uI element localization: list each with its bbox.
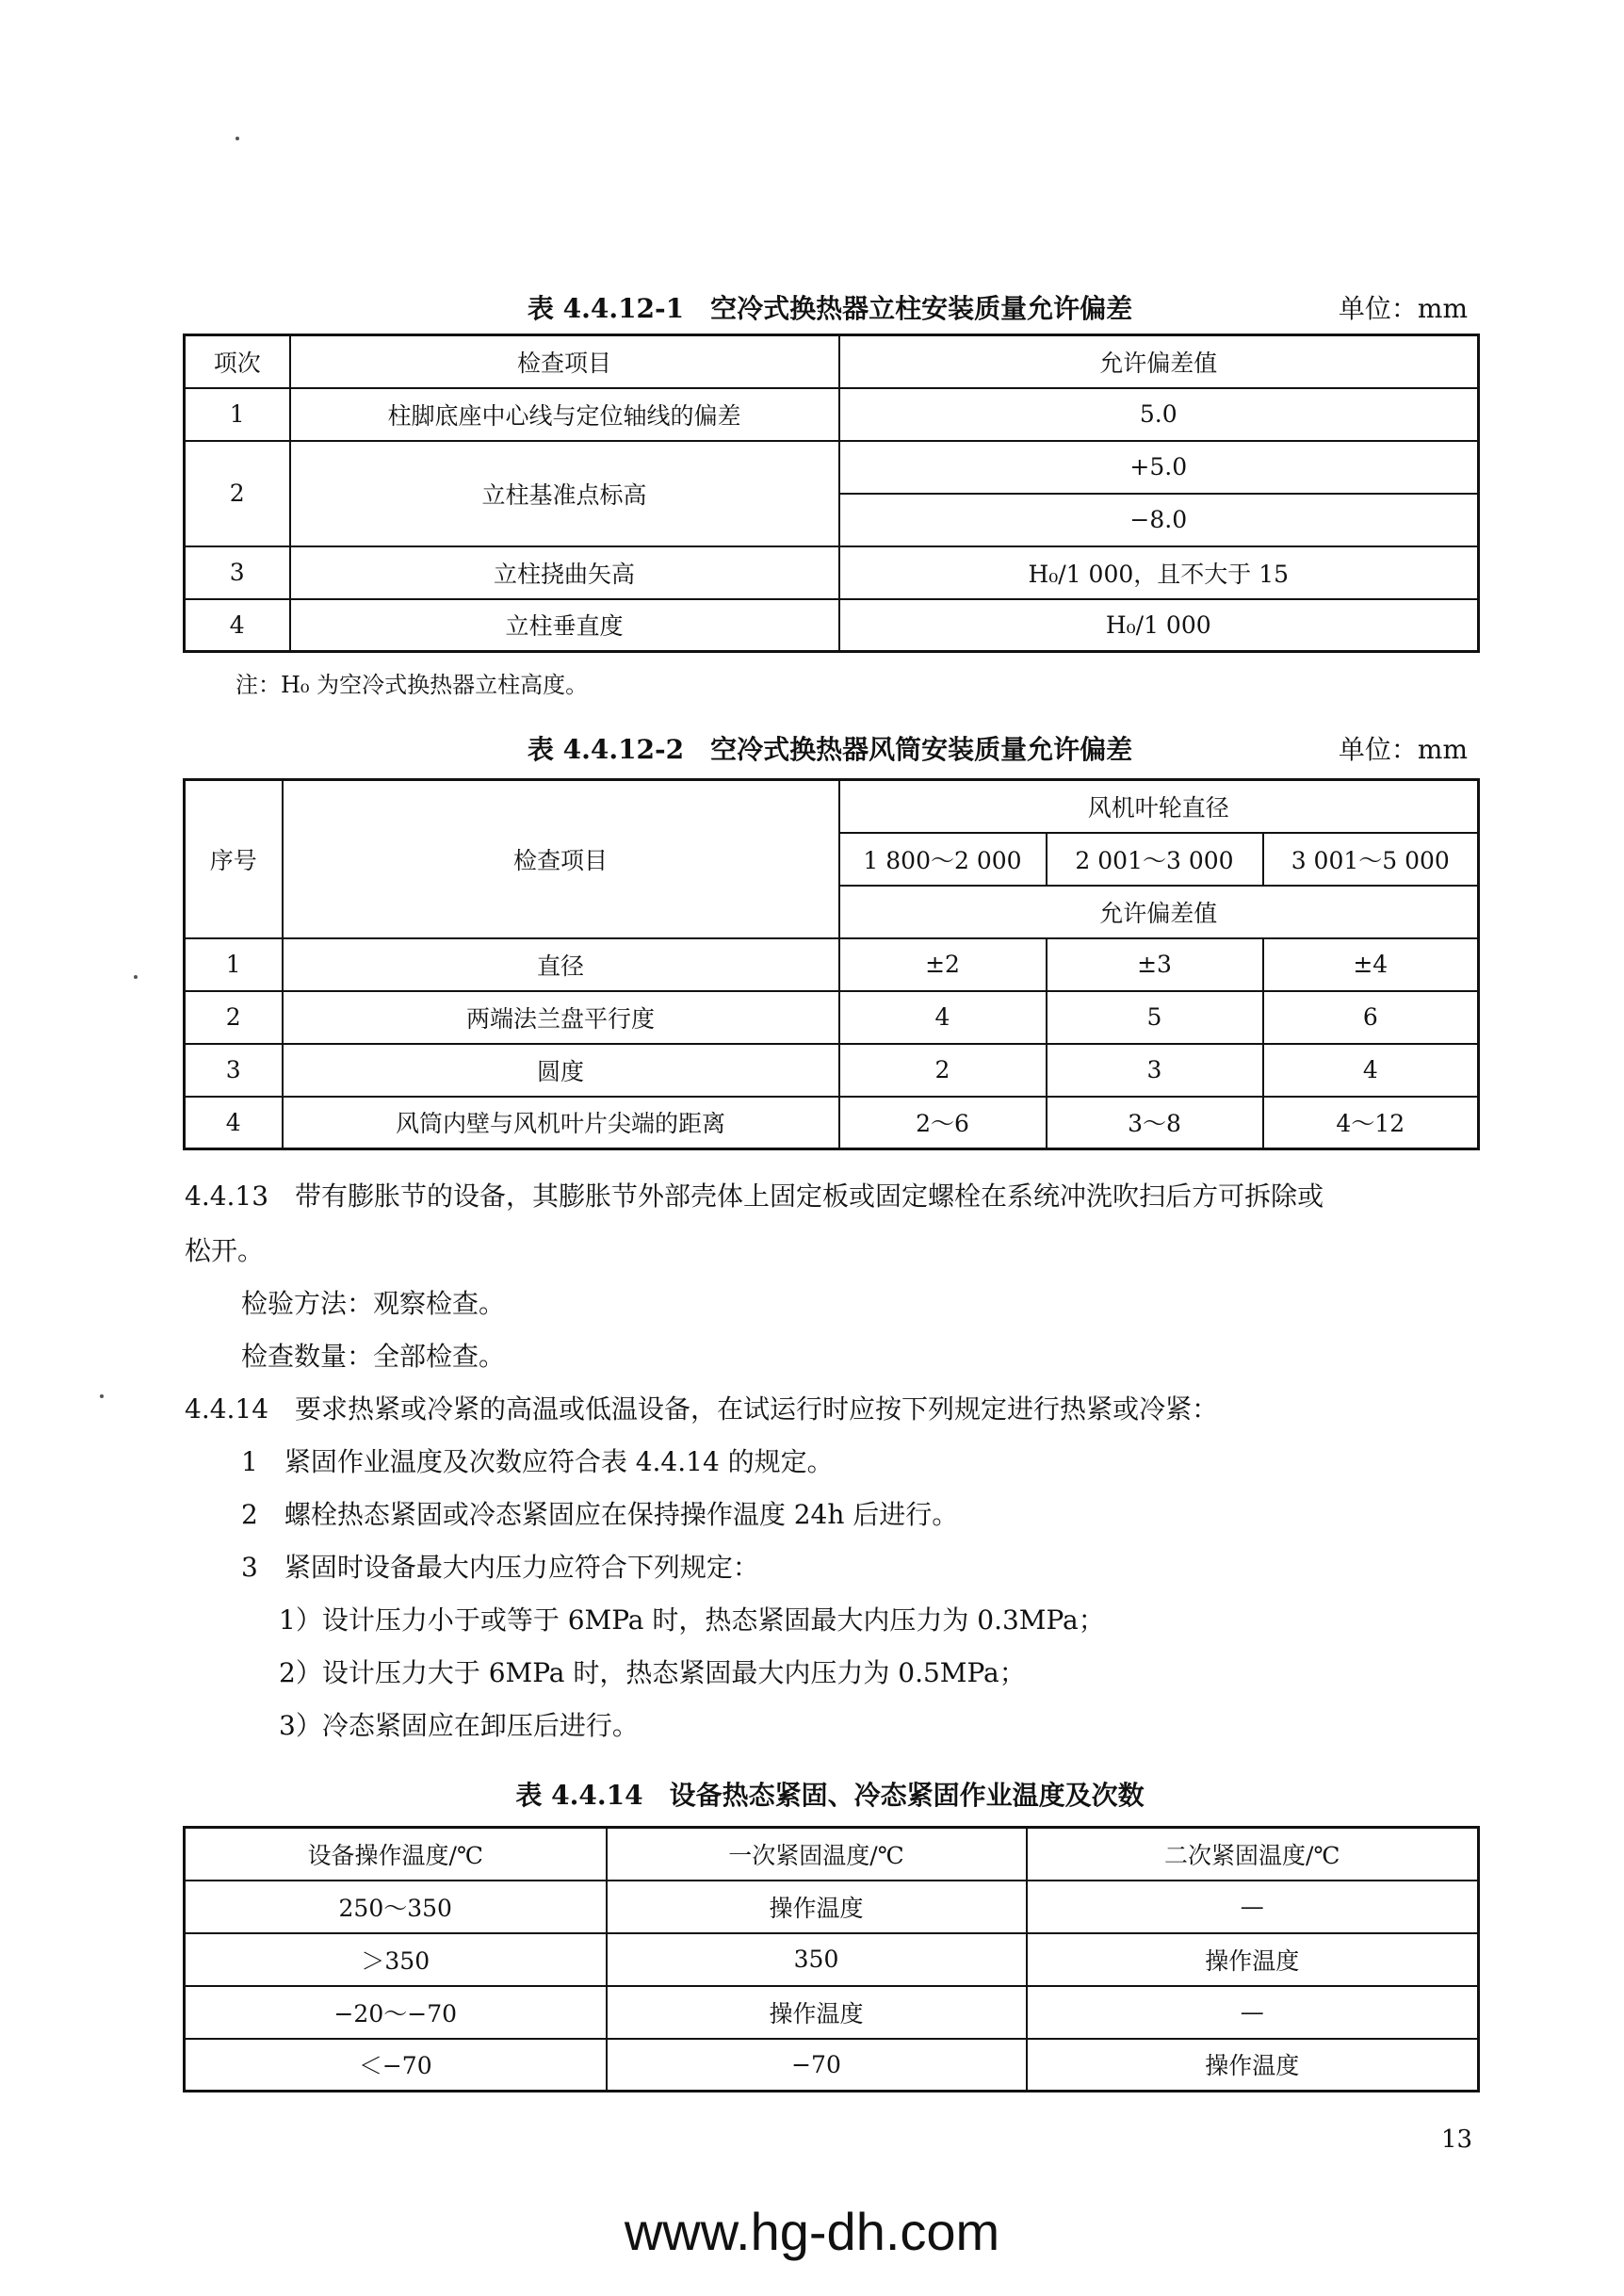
table2-header-no: 序号 — [185, 780, 283, 938]
clause-4-4-14-sub-3: 3）冷态紧固应在卸压后进行。 — [279, 1710, 639, 1741]
table-cell: H₀/1 000 — [839, 599, 1479, 652]
table3-header-op-temp: 设备操作温度/℃ — [185, 1828, 607, 1881]
table1-header-no: 项次 — [185, 335, 290, 388]
table-cell: 3～8 — [1047, 1097, 1263, 1149]
clause-4-4-14-item-3: 3 紧固时设备最大内压力应符合下列规定： — [241, 1552, 759, 1583]
scan-speck — [100, 1394, 104, 1398]
table2-unit: 单位：mm — [1338, 734, 1468, 765]
table-cell: ±4 — [1263, 938, 1479, 991]
table1 — [183, 334, 1480, 653]
table-cell: 3 — [185, 546, 290, 599]
table-cell: 2 — [185, 991, 283, 1044]
table-cell: ±3 — [1047, 938, 1263, 991]
clause-4-4-14-item-2: 2 螺栓热态紧固或冷态紧固应在保持操作温度 24h 后进行。 — [241, 1499, 959, 1530]
table-cell: — — [1027, 1986, 1479, 2039]
table2-diameter-3: 3 001～5 000 — [1263, 833, 1479, 886]
table3 — [183, 1826, 1480, 2092]
table-cell: 1 — [185, 938, 283, 991]
table-cell: 4 — [839, 991, 1047, 1044]
table-cell: 4 — [185, 1097, 283, 1149]
table-cell: 2 — [839, 1044, 1047, 1097]
scan-speck — [134, 975, 138, 979]
table2-diameter-2: 2 001～3 000 — [1047, 833, 1263, 886]
table-cell: −20～−70 — [185, 1986, 607, 2039]
scan-speck — [235, 137, 239, 140]
table-cell: ＜−70 — [185, 2039, 607, 2092]
table-cell: 直径 — [283, 938, 839, 991]
table-cell: 立柱垂直度 — [290, 599, 839, 652]
table-cell: 250～350 — [185, 1881, 607, 1933]
table2-header-item: 检查项目 — [283, 780, 839, 938]
table1-unit: 单位：mm — [1338, 293, 1468, 324]
clause-4-4-14: 4.4.14 要求热紧或冷紧的高温或低温设备，在试运行时应按下列规定进行热紧或冷紧： — [185, 1393, 1219, 1425]
inspection-method: 检验方法：观察检查。 — [241, 1288, 506, 1319]
table-cell: −70 — [607, 2039, 1027, 2092]
table-cell: 350 — [607, 1933, 1027, 1986]
table3-header-second: 二次紧固温度/℃ — [1027, 1828, 1479, 1881]
table-cell: +5.0 — [839, 441, 1479, 494]
table-cell: ＞350 — [185, 1933, 607, 1986]
table-cell: −8.0 — [839, 494, 1479, 546]
table3-title: 表 4.4.14 设备热态紧固、冷态紧固作业温度及次数 — [515, 1780, 1145, 1811]
table-cell: H₀/1 000，且不大于 15 — [839, 546, 1479, 599]
table-cell: ±2 — [839, 938, 1047, 991]
clause-4-4-13-line2: 松开。 — [185, 1235, 265, 1266]
page-number: 13 — [1441, 2125, 1473, 2154]
table-cell: 圆度 — [283, 1044, 839, 1097]
inspection-quantity: 检查数量：全部检查。 — [241, 1341, 506, 1372]
table2-header-deviation: 允许偏差值 — [839, 886, 1479, 938]
table-cell: 3 — [185, 1044, 283, 1097]
footer-url[interactable]: www.hg-dh.com — [624, 2202, 1000, 2261]
table-cell: 操作温度 — [607, 1986, 1027, 2039]
table2-title: 表 4.4.12-2 空冷式换热器风筒安装质量允许偏差 — [527, 734, 1133, 765]
table3-caption — [185, 1771, 1475, 1813]
table-cell: 6 — [1263, 991, 1479, 1044]
table-cell: 4 — [185, 599, 290, 652]
table2-header-group: 风机叶轮直径 — [839, 780, 1479, 833]
table-cell: 柱脚底座中心线与定位轴线的偏差 — [290, 388, 839, 441]
table-cell: 立柱基准点标高 — [290, 441, 839, 546]
table-cell: 操作温度 — [607, 1881, 1027, 1933]
table-cell: 4 — [1263, 1044, 1479, 1097]
table-cell: 3 — [1047, 1044, 1263, 1097]
table-cell: 立柱挠曲矢高 — [290, 546, 839, 599]
table-cell: 两端法兰盘平行度 — [283, 991, 839, 1044]
clause-4-4-14-sub-1: 1）设计压力小于或等于 6MPa 时，热态紧固最大内压力为 0.3MPa； — [279, 1604, 1105, 1636]
table1-header-value: 允许偏差值 — [839, 335, 1479, 388]
table-cell: 操作温度 — [1027, 1933, 1479, 1986]
table-cell: 4～12 — [1263, 1097, 1479, 1149]
clause-4-4-14-sub-2: 2）设计压力大于 6MPa 时，热态紧固最大内压力为 0.5MPa； — [279, 1657, 1026, 1688]
table2-diameter-1: 1 800～2 000 — [839, 833, 1047, 886]
table-cell: — — [1027, 1881, 1479, 1933]
table1-title: 表 4.4.12-1 空冷式换热器立柱安装质量允许偏差 — [527, 293, 1133, 324]
table-cell: 5.0 — [839, 388, 1479, 441]
table-cell: 5 — [1047, 991, 1263, 1044]
table-cell: 操作温度 — [1027, 2039, 1479, 2092]
clause-4-4-14-item-1: 1 紧固作业温度及次数应符合表 4.4.14 的规定。 — [241, 1446, 834, 1477]
table-cell: 2～6 — [839, 1097, 1047, 1149]
table1-header-item: 检查项目 — [290, 335, 839, 388]
table1-caption — [185, 285, 1475, 326]
table-cell: 2 — [185, 441, 290, 546]
table-cell: 1 — [185, 388, 290, 441]
table1-note: 注：H₀ 为空冷式换热器立柱高度。 — [235, 672, 589, 698]
table2-caption — [185, 725, 1475, 767]
table3-header-first: 一次紧固温度/℃ — [607, 1828, 1027, 1881]
clause-4-4-13-line1: 4.4.13 带有膨胀节的设备，其膨胀节外部壳体上固定板或固定螺栓在系统冲洗吹扫后方可拆除或 — [185, 1181, 1324, 1212]
table-cell: 风筒内壁与风机叶片尖端的距离 — [283, 1097, 839, 1149]
table2 — [183, 778, 1480, 1150]
